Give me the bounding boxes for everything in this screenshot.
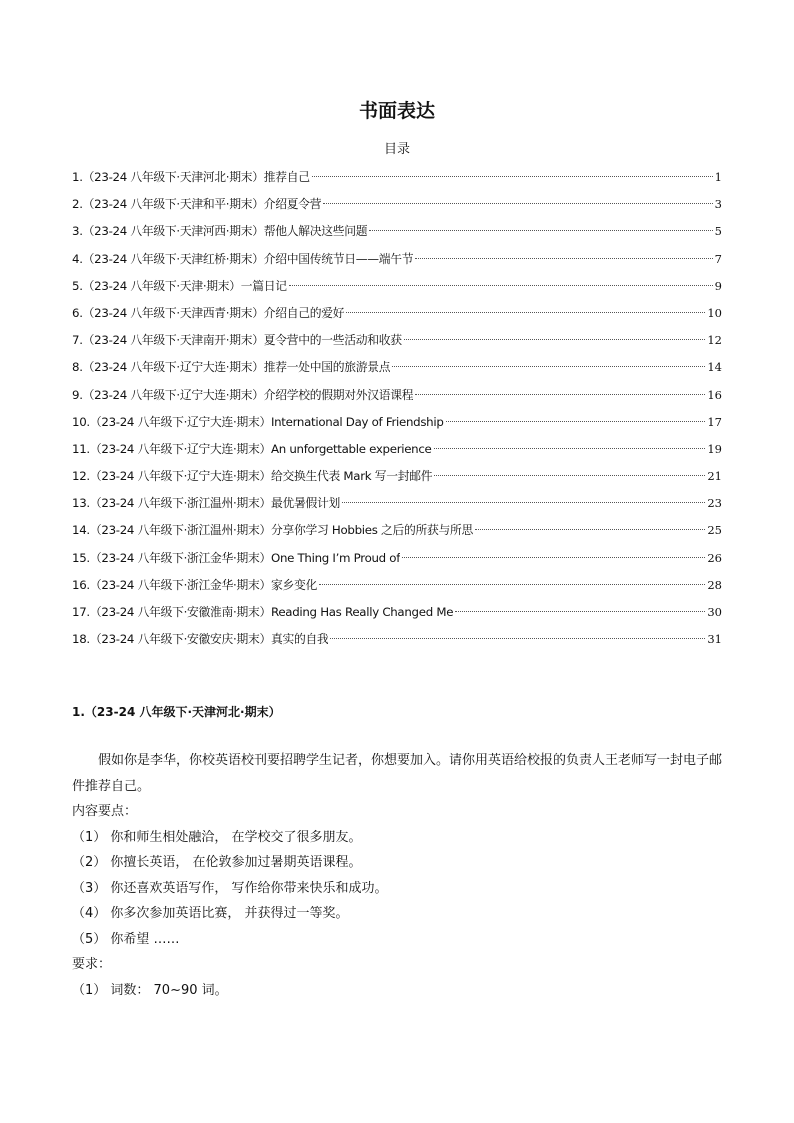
toc-page-number: 16 (707, 387, 722, 402)
content-point: （2） 你擅长英语， 在伦敦参加过暑期英语课程。 (72, 855, 362, 870)
requirements-list (72, 978, 724, 1004)
toc-entry[interactable] (72, 191, 722, 218)
toc-dot-leader (369, 230, 712, 231)
toc-entry[interactable] (72, 463, 722, 490)
toc-entry[interactable] (72, 490, 722, 517)
toc-entry-text: 10.（23-24 八年级下·辽宁大连·期末）International Day of Friendship (72, 414, 444, 429)
toc-entry[interactable] (72, 599, 722, 626)
toc-dot-leader (312, 176, 713, 177)
toc-entry-text: 2.（23-24 八年级下·天津和平·期末）介绍夏令营 (72, 197, 322, 212)
toc-entry-text: 9.（23-24 八年级下·辽宁大连·期末）介绍学校的假期对外汉语课程 (72, 387, 414, 402)
toc-entry[interactable] (72, 382, 722, 409)
toc-entry-text: 3.（23-24 八年级下·天津河西·期末）帮他人解决这些问题 (72, 224, 368, 239)
toc-dot-leader (415, 258, 712, 259)
toc-entry-text: 16.（23-24 八年级下·浙江金华·期末）家乡变化 (72, 577, 317, 592)
toc-dot-leader (434, 475, 705, 476)
toc-page-number: 7 (714, 251, 722, 266)
toc-entry-text: 4.（23-24 八年级下·天津红桥·期末）介绍中国传统节日——端午节 (72, 251, 414, 266)
toc-page-number: 3 (714, 197, 722, 212)
toc-entry-text: 8.（23-24 八年级下·辽宁大连·期末）推荐一处中国的旅游景点 (72, 360, 391, 375)
requirement-item: （1） 词数： 70~90 词。 (72, 982, 228, 998)
toc-entry[interactable] (72, 545, 722, 572)
toc-entry-text: 7.（23-24 八年级下·天津南开·期末）夏令营中的一些活动和收获 (72, 333, 402, 348)
toc-entry-text: 15.（23-24 八年级下·浙江金华·期末）One Thing I’m Proud of (72, 550, 401, 565)
toc-entry[interactable] (72, 218, 722, 245)
toc-entry-text: 12.（23-24 八年级下·辽宁大连·期末）给交换生代表 Mark 写一封邮件 (72, 469, 433, 484)
content-points-list (72, 825, 724, 953)
toc-entry-text: 13.（23-24 八年级下·浙江温州·期末）最优暑假计划 (72, 496, 340, 511)
toc-page-number: 19 (707, 441, 722, 456)
content-points-label: 内容要点： (72, 804, 138, 819)
toc-entry[interactable] (72, 246, 722, 273)
toc-page-number: 28 (707, 577, 722, 592)
section-body (72, 748, 724, 1003)
toc-entry[interactable] (72, 327, 722, 354)
toc-page-number: 23 (707, 496, 722, 511)
writing-prompt: 假如你是李华，你校英语校刊要招聘学生记者，你想要加入。请你用英语给校报的负责人王老师写一封电子邮件推荐自己。 (72, 753, 723, 794)
toc-dot-leader (330, 638, 705, 639)
toc-dot-leader (319, 584, 705, 585)
toc-entry-text: 18.（23-24 八年级下·安徽安庆·期末）真实的自我 (72, 632, 329, 647)
toc-page-number: 31 (707, 632, 722, 647)
content-point: （3） 你还喜欢英语写作， 写作给你带来快乐和成功。 (72, 880, 388, 896)
toc-entry[interactable] (72, 409, 722, 436)
toc-entry-text: 5.（23-24 八年级下·天津·期末）一篇日记 (72, 278, 287, 293)
toc-page-number: 17 (707, 414, 722, 429)
toc-heading: 目录 (383, 142, 410, 157)
toc-entry[interactable] (72, 354, 722, 381)
content-point: （5） 你希望 …… (72, 931, 180, 947)
toc-page-number: 26 (707, 550, 722, 565)
toc-dot-leader (346, 312, 705, 313)
toc-entry[interactable] (72, 517, 722, 544)
toc-entry-text: 6.（23-24 八年级下·天津西青·期末）介绍自己的爱好 (72, 305, 345, 320)
toc-entry[interactable] (72, 572, 722, 599)
toc-dot-leader (402, 557, 705, 558)
toc-dot-leader (415, 394, 705, 395)
toc-page-number: 30 (707, 605, 722, 619)
toc-dot-leader (323, 203, 712, 204)
content-point: （1） 你和师生相处融洽， 在学校交了很多朋友。 (72, 829, 362, 845)
toc-entry[interactable] (72, 164, 722, 191)
toc-entry[interactable] (72, 300, 722, 327)
toc-page-number: 14 (707, 360, 722, 375)
toc-entry[interactable] (72, 436, 722, 463)
toc-entry-text: 1.（23-24 八年级下·天津河北·期末）推荐自己 (72, 170, 310, 184)
toc-dot-leader (392, 366, 705, 367)
toc-dot-leader (404, 339, 706, 340)
toc-dot-leader (342, 502, 705, 503)
toc-entry[interactable] (72, 626, 722, 653)
toc-page-number: 21 (707, 469, 722, 484)
toc-entry-text: 14.（23-24 八年级下·浙江温州·期末）分享你学习 Hobbies 之后的所获与所思 (72, 523, 473, 538)
toc-page-number: 25 (707, 523, 722, 538)
toc-entry-text: 11.（23-24 八年级下·辽宁大连·期末）An unforgettable experience (72, 441, 432, 456)
content-point: （4） 你多次参加英语比赛， 并获得过一等奖。 (72, 906, 349, 921)
toc-dot-leader (289, 285, 713, 286)
toc-dot-leader (434, 448, 706, 449)
section-title: 1.（23-24 八年级下·天津河北·期末） (72, 705, 281, 719)
toc-entry-text: 17.（23-24 八年级下·安徽淮南·期末）Reading Has Really Changed Me (72, 605, 454, 619)
toc-entry[interactable] (72, 273, 722, 300)
toc-page-number: 12 (707, 333, 722, 348)
table-of-contents (72, 164, 722, 653)
document-title: 书面表达 (358, 100, 435, 122)
toc-dot-leader (455, 611, 705, 612)
toc-dot-leader (475, 529, 705, 530)
toc-page-number: 10 (707, 305, 722, 320)
toc-dot-leader (446, 421, 706, 422)
toc-page-number: 1 (714, 170, 722, 184)
toc-page-number: 9 (714, 278, 722, 293)
requirements-label: 要求： (72, 957, 112, 972)
toc-page-number: 5 (714, 224, 722, 239)
